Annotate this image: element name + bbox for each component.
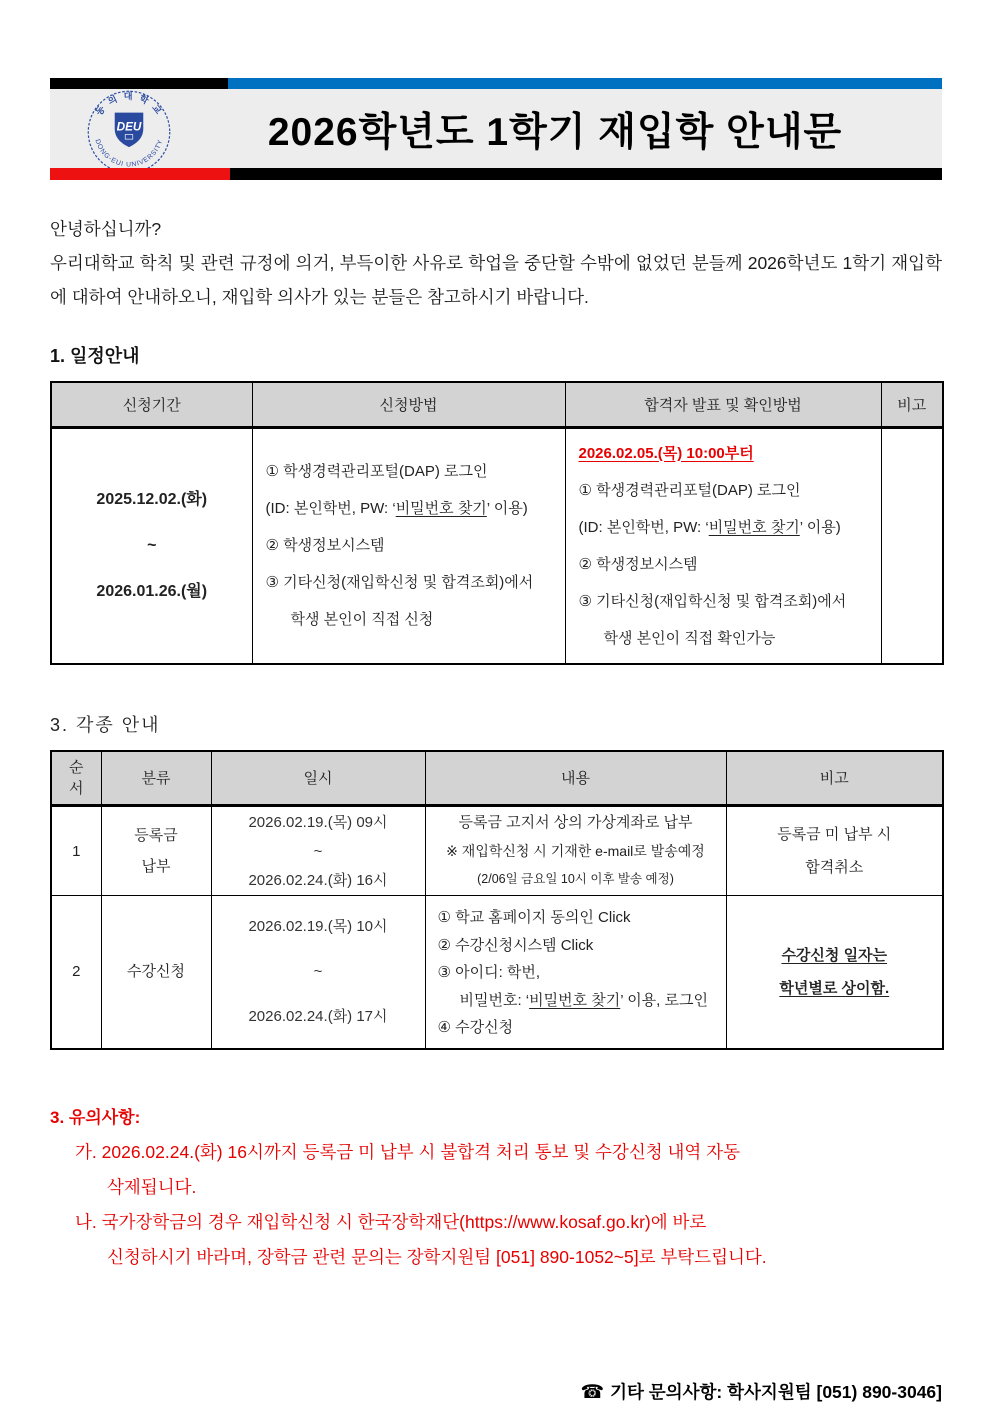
col-header-apply-period: 신청기간 [51,382,252,427]
reg-step-3-cont: 비밀번호: ‘비밀번호 찾기’ 이용, 로그인 [459,991,708,1009]
payment-instruction: 등록금 고지서 상의 가상계좌로 납부 [458,814,693,831]
row-number: 1 [51,806,101,896]
contact-text: 기타 문의사항: 학사지원팀 [051) 890-3046] [610,1381,942,1402]
col-header-order: 순서 [51,751,101,806]
result-step-1: ① 학생경력관리포털(DAP) 로그인 [578,481,801,499]
remark-cell: 수강신청 일자는 학년별로 상이함. [726,896,943,1049]
result-credentials: (ID: 본인학번, PW: ‘비밀번호 찾기’ 이용) [578,518,841,536]
bottom-bar-black-segment [230,168,942,180]
intro-greeting: 안녕하십니까? [50,219,162,239]
schedule-table-header-row [51,382,943,427]
apply-period-end: 2026.01.26.(월) [96,582,208,600]
cautions-heading: 3. 유의사항: [50,1107,141,1127]
content-cell [425,896,726,1049]
tuition-payment-row [51,806,943,896]
apply-period-cell [51,427,252,664]
result-check-cell [565,427,881,664]
col-header-content: 내용 [425,751,726,806]
header-top-bar [50,78,942,89]
university-logo [50,89,208,168]
section-heading-misc: 3. 각종 안내 [50,714,161,735]
col-header-apply-method: 신청방법 [252,382,565,427]
method-step-1: ① 학생경력관리포털(DAP) 로그인 [265,463,488,480]
category-cell: 등록금 납부 [101,806,211,896]
col-header-remark: 비고 [726,751,943,806]
col-header-category: 분류 [101,751,211,806]
caution-item-ga-cont: 삭제됩니다. [107,1176,197,1197]
col-header-result-announcement: 합격자 발표 및 확인방법 [565,382,881,427]
schedule-remark-cell [881,427,943,664]
header-bottom-bar [50,168,942,180]
cautions-section [50,1100,942,1275]
find-password-link-text: 비밀번호 찾기 [395,500,487,517]
page-title: 2026학년도 1학기 재입학 안내문 [267,110,843,154]
header-banner [50,78,942,180]
schedule-table [50,381,944,665]
contact-footer [0,1379,942,1404]
svg-text:동 의 대 학 교: 동 의 대 학 교 [93,90,165,117]
misc-table-header-row [51,751,943,806]
section-heading-schedule: 1. 일정안내 [50,346,140,366]
misc-table [50,750,944,1050]
top-bar-blue-segment [228,78,942,89]
apply-period-start: 2025.12.02.(화) [96,490,208,508]
course-registration-row [51,896,943,1049]
email-schedule-note: (2/06일 금요일 10시 이후 발송 예정) [477,872,674,886]
find-password-link-text: 비밀번호 찾기 [529,991,621,1009]
svg-text:DEU: DEU [116,119,142,133]
col-header-remark: 비고 [881,382,943,427]
method-credentials: (ID: 본인학번, PW: ‘비밀번호 찾기’ 이용) [265,500,528,517]
find-password-link-text: 비밀번호 찾기 [708,518,800,536]
reg-step-1: ① 학교 홈페이지 동의인 Click [437,909,631,926]
intro-section [50,212,942,314]
method-step-3: ③ 기타신청(재입학신청 및 합격조회)에서 [265,574,534,591]
row-number: 2 [51,896,101,1049]
schedule-table-row [51,427,943,664]
datetime-cell: 2026.02.19.(목) 09시 ~ 2026.02.24.(화) 16시 [211,806,425,896]
method-step-2: ② 학생정보시스템 [265,537,385,554]
caution-item-na-cont: 신청하시기 바라며, 장학금 관련 문의는 장학지원팀 [051] 890-1052~5]로 부탁드립니다. [107,1246,767,1267]
reg-step-2: ② 수강신청시스템 Click [437,936,594,954]
apply-method-cell [252,427,565,664]
telephone-icon: ☎ [580,1381,605,1403]
apply-period-tilde: ~ [147,536,157,554]
reg-step-3: ③ 아이디: 학번, [437,964,541,981]
remark-cell: 등록금 미 납부 시 합격취소 [726,806,943,896]
caution-item-ga: 가. 2026.02.24.(화) 16시까지 등록금 미 납부 시 불합격 처리 통보 및 수강신청 내역 자동 [75,1141,740,1162]
method-step-3-cont: 학생 본인이 직접 신청 [290,611,434,628]
intro-paragraph: 우리대학교 학칙 및 관련 규정에 의거, 부득이한 사유로 학업을 중단할 수밖에 없었던 분들께 2026학년도 1학기 재입학에 대하여 안내하오니, 재입학 의사가 있는 분들은 참고하시기 바랍니다. [50,253,942,307]
result-step-3: ③ 기타신청(재입학신청 및 합격조회)에서 [578,592,847,610]
email-note: ※ 재입학신청 시 기재한 e-mail로 발송예정 [446,843,705,859]
result-step-3-cont: 학생 본인이 직접 확인가능 [603,629,776,647]
caution-item-na: 나. 국가장학금의 경우 재입학신청 시 한국장학재단(https://www.kosaf.go.kr)에 바로 [75,1211,707,1232]
col-header-datetime: 일시 [211,751,425,806]
svg-text:DONG-EUI UNIVERSITY: DONG-EUI UNIVERSITY [93,137,165,168]
result-step-2: ② 학생정보시스템 [578,555,698,573]
result-announce-datetime: 2026.02.05.(목) 10:00부터 [578,444,754,462]
category-cell: 수강신청 [101,896,211,1049]
header-title-band [50,89,942,168]
university-seal-icon [87,90,171,174]
reg-step-4: ④ 수강신청 [437,1019,514,1036]
bottom-bar-red-segment [50,168,230,180]
datetime-cell: 2026.02.19.(목) 10시 ~ 2026.02.24.(화) 17시 [211,896,425,1049]
content-cell [425,806,726,896]
top-bar-black-segment [50,78,228,89]
